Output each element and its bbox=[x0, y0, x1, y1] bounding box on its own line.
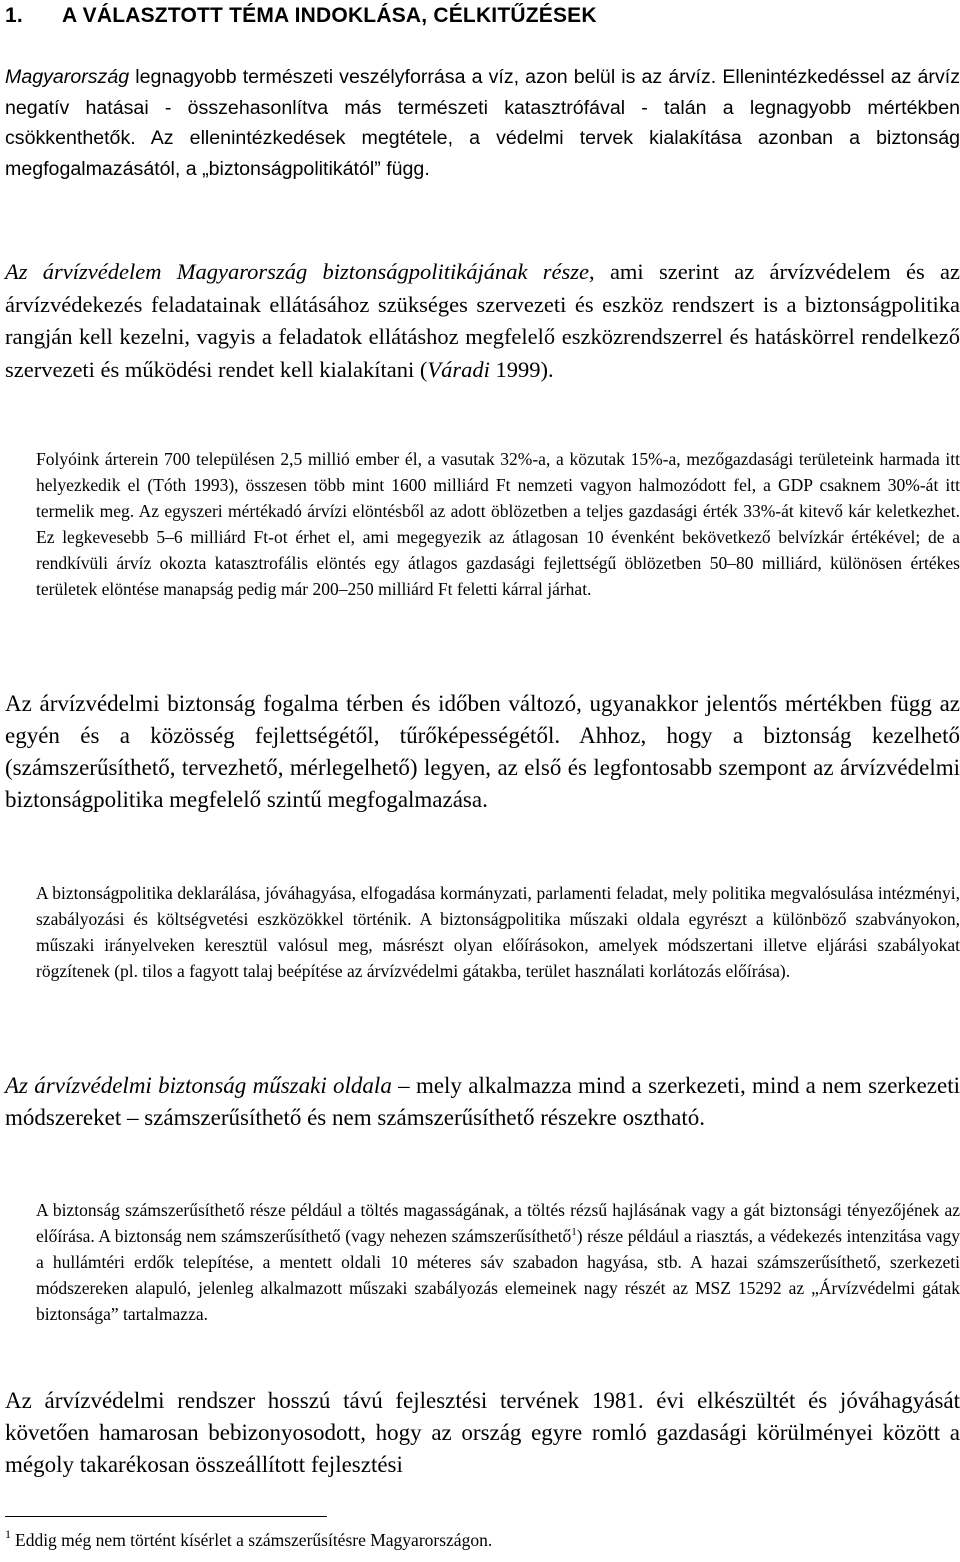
section-title: A VÁLASZTOTT TÉMA INDOKLÁSA, CÉLKITŰZÉSEK bbox=[62, 4, 597, 27]
section-number: 1. bbox=[5, 4, 23, 27]
paragraph-safety-concept bbox=[5, 688, 960, 816]
citation-author: Váradi bbox=[427, 356, 490, 382]
italic-lead: Az árvízvédelem Magyarország biztonságpolitikájának része bbox=[5, 259, 590, 284]
paragraph-floodplain-stats bbox=[36, 446, 960, 602]
section-heading bbox=[5, 4, 597, 28]
paragraph-text: – mely alkalmazza mind a szerkezeti, mind a nem szerkezeti módszereket – számszerűsíthető és nem számszerűsíthető részekre osztható. bbox=[5, 1073, 960, 1130]
paragraph-security-policy bbox=[5, 256, 960, 386]
paragraph-intro bbox=[5, 62, 960, 184]
paragraph-policy-declaration bbox=[36, 880, 960, 984]
paragraph-quantifiable bbox=[36, 1197, 960, 1327]
footnote-separator bbox=[5, 1516, 327, 1517]
footnote-mark: 1 bbox=[5, 1527, 11, 1541]
paragraph-technical-side bbox=[5, 1070, 960, 1134]
paragraph-development-plan bbox=[5, 1385, 960, 1481]
footnote-reference[interactable]: 1 bbox=[571, 1226, 577, 1239]
italic-lead: Magyarország bbox=[5, 66, 130, 88]
footnote bbox=[5, 1527, 493, 1551]
paragraph-text: Az árvízvédelmi rendszer hosszú távú fejlesztési tervének 1981. évi elkészültét és jóváhagyását követően hamarosan bebizonyosodott, hogy az ország egyre romló gazdasági körülményei között a mégoly takarékosan összeállított fejlesztési bbox=[5, 1388, 960, 1477]
paragraph-text: Az árvízvédelmi biztonság fogalma térben és időben változó, ugyanakkor jelentős mértékben függ az egyén és a közösség fejlettségétől, tűrőképességétől. Ahhoz, hogy a biztonság kezelhető (számszerűsíthető, tervezhető, mérlegelhető) legyen, az első és legfontosabb szempont az árvízvédelmi biztonságpolitika megfelelő szintű megfogalmazása. bbox=[5, 691, 960, 812]
citation-tail: 1999). bbox=[489, 356, 554, 382]
paragraph-text: ) része például a riasztás, a védekezés intenzitása vagy a hullámtéri erdők telepítése, a mentett oldali 10 méteres sáv szabadon hagyása, stb. A hazai számszerűsíthető, szerkezeti módszereken alapuló, jelenleg alkalmazott műszaki szabályozás elemeinek nagy részét az MSZ 15292 az „Árvízvédelmi gátak biztonsága” tartalmazza. bbox=[36, 1226, 960, 1324]
paragraph-text: legnagyobb természeti veszélyforrása a víz, azon belül is az árvíz. Ellenintézkedéssel az árvíz negatív hatásai - összehasonlítva más természeti katasztrófával - talán a legnagyobb mértékben csökkenthetők. Az ellenintézkedések megtétele, a védelmi tervek kialakítása azonban a biztonság megfogalmazásától, a „biztonságpolitikától” függ. bbox=[5, 66, 960, 180]
paragraph-text: Folyóink árterein 700 településen 2,5 millió ember él, a vasutak 32%-a, a közutak 15%-a, mezőgazdasági területeink harmada itt helyezkedik el (Tóth 1993), összesen több mint 1600 milliárd Ft nemzeti vagyon halmozódott fel, a GDP csaknem 30%-át itt termelik meg. Az egyszeri mértékadó árvízi elöntésből az adott öblözetben a teljes gazdasági érték 33%-át kitevő kár keletkezhet. Ez legkevesebb 5–6 milliárd Ft-ot érhet el, ami megegyezik az átlagosan 10 évenként bekövetkező belvízkár értékével; de a rendkívüli árvíz okozta katasztrofális elöntés egy átlagos gazdasági fejlettségű öblözetben 50–80 milliárd, különösen értékes területek elöntése manapság pedig már 200–250 milliárd Ft feletti kárral járhat. bbox=[36, 449, 960, 599]
paragraph-text: A biztonságpolitika deklarálása, jóváhagyása, elfogadása kormányzati, parlamenti feladat, mely politika megvalósulása intézményi, szabályozási és költségvetési eszközökkel történik. A biztonságpolitika műszaki oldala egyrészt a különböző szabványokon, műszaki irányelveken keresztül valósul meg, másrészt olyan előírásokon, amelyek módszertani illetve eljárási szabályokat rögzítenek (pl. tilos a fagyott talaj beépítése az árvízvédelmi gátakba, terület használati korlátozás előírása). bbox=[36, 883, 960, 981]
italic-lead: Az árvízvédelmi biztonság műszaki oldala bbox=[5, 1073, 392, 1098]
footnote-text: Eddig még nem történt kísérlet a számszerűsítésre Magyarországon. bbox=[15, 1530, 493, 1550]
paragraph-text: A biztonság számszerűsíthető része például a töltés magasságának, a töltés rézsű hajlásának vagy a gát biztonsági tényezőjének az előírása. A biztonság nem számszerűsíthető (vagy nehezen számszerűsíthető bbox=[36, 1200, 960, 1246]
paragraph-text: , ami szerint az árvízvédelem és az árvízvédekezés feladatainak ellátásához szükséges szervezeti és eszköz rendszert is a biztonságpolitika rangján kell kezelni, vagyis a feladatok ellátáshoz megfelelő eszközrendszerrel és hatáskörrel rendelkező szervezeti és működési rendet kell kialakítani ( bbox=[5, 259, 960, 382]
